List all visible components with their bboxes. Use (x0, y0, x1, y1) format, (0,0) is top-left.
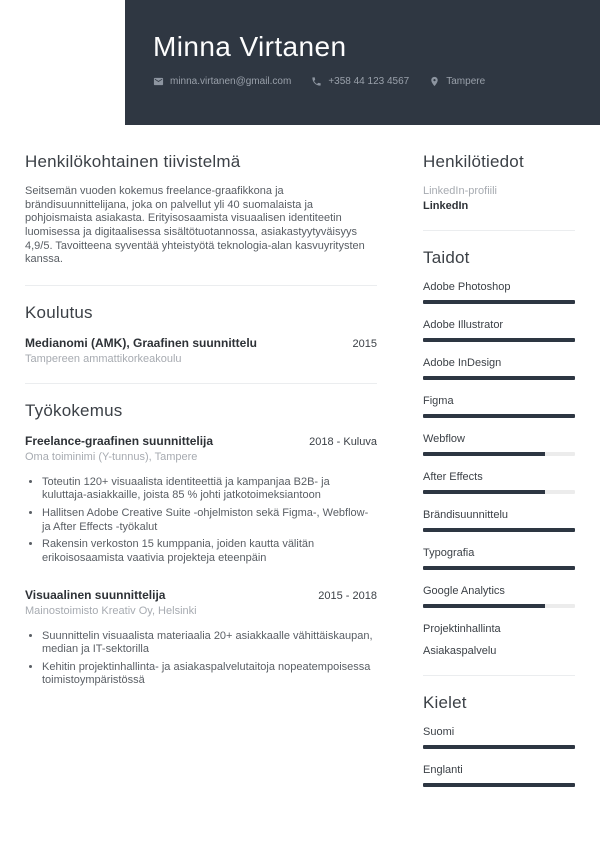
contact-phone-text: +358 44 123 4567 (328, 75, 410, 87)
experience-entry-head (25, 588, 377, 602)
skill-bar (423, 528, 575, 532)
skill-bar-fill (423, 528, 575, 532)
location-icon (429, 76, 440, 87)
skill-item (423, 547, 575, 570)
skill-name: Adobe Illustrator (423, 319, 504, 331)
education-school: Tampereen ammattikorkeakoulu (25, 352, 182, 365)
contact-phone[interactable] (311, 76, 409, 87)
language-bar-fill (423, 745, 575, 749)
section-education (25, 303, 377, 365)
education-entry (25, 336, 377, 365)
languages-title: Kielet (423, 693, 467, 712)
left-column (25, 152, 377, 802)
section-skills (423, 248, 575, 657)
language-bar (423, 745, 575, 749)
summary-title: Henkilökohtainen tiivistelmä (25, 152, 241, 171)
experience-org: Mainostoimisto Kreativ Oy, Helsinki (25, 604, 197, 617)
experience-bullet: • Hallitsen Adobe Creative Suite -ohjelmiston sekä Figma-, Webflow- ja After Effects -työkalut (42, 507, 377, 534)
email-icon (153, 76, 164, 87)
skill-name: Typografia (423, 547, 475, 559)
skill-item (423, 645, 575, 657)
linkedin-link[interactable]: LinkedIn (423, 200, 469, 212)
experience-bullet: • Kehitin projektinhallinta- ja asiakaspalvelutaitoja nopeatempoisessa toimistoympäristössä (42, 661, 377, 688)
divider (25, 285, 377, 286)
skill-name: Brändisuunnittelu (423, 509, 509, 521)
education-degree: Medianomi (AMK), Graafinen suunnittelu (25, 335, 258, 350)
skill-bar (423, 490, 575, 494)
skill-item (423, 357, 575, 380)
skill-bar-fill (423, 338, 575, 342)
skills-title: Taidot (423, 248, 470, 267)
skill-bar-fill (423, 300, 575, 304)
section-languages (423, 693, 575, 787)
skill-name: Adobe Photoshop (423, 281, 511, 293)
skill-bar (423, 452, 575, 456)
contact-email-text: minna.virtanen@gmail.com (170, 75, 292, 87)
experience-org: Oma toiminimi (Y-tunnus), Tampere (25, 450, 198, 463)
skill-item (423, 585, 575, 608)
section-experience (25, 401, 377, 688)
experience-entry (25, 434, 377, 566)
right-column (423, 152, 575, 802)
divider (423, 230, 575, 231)
contact-email[interactable] (153, 76, 291, 87)
skill-bar-fill (423, 566, 575, 570)
header-banner (125, 0, 600, 125)
skill-name: Google Analytics (423, 585, 505, 597)
education-date: 2015 (352, 337, 377, 350)
skill-item (423, 281, 575, 304)
skill-bar (423, 376, 575, 380)
skill-item (423, 395, 575, 418)
skill-name: After Effects (423, 471, 483, 483)
section-summary (25, 152, 377, 267)
language-bar-fill (423, 783, 575, 787)
divider (25, 383, 377, 384)
experience-entry (25, 588, 377, 689)
education-title: Koulutus (25, 302, 93, 322)
summary-text: Seitsemän vuoden kokemus freelance-graafikkona ja brändisuunnittelijana, joka on palvellut yli 40 suomalaista ja pohjoismaista asiakasta. Erityisosaamista visuaalisen identiteetin luomisessa ja digitaalisessa sisältötuotannossa, asiakastyytyväisyys 4,9/5. Tavoitteena syventää yhteistyötä teknologia-alan kasvuyritysten kanssa. (25, 185, 365, 266)
language-bar (423, 783, 575, 787)
contact-location (429, 76, 485, 87)
experience-role: Visuaalinen suunnittelija (25, 587, 166, 602)
experience-entry-head (25, 434, 377, 448)
skill-item (423, 471, 575, 494)
experience-bullets (25, 476, 377, 566)
skill-bar (423, 338, 575, 342)
skill-bar-fill (423, 414, 575, 418)
language-item (423, 726, 575, 749)
skill-bar-fill (423, 452, 545, 456)
language-item (423, 764, 575, 787)
experience-date: 2015 - 2018 (318, 589, 377, 602)
experience-bullet: • Toteutin 120+ visuaalista identiteettiä ja kampanjaa B2B- ja kuluttaja-asiakkaille, joista 85 % johti jatkotoimeksiantoon (42, 476, 377, 503)
skill-bar-fill (423, 376, 575, 380)
section-personal (423, 152, 575, 212)
experience-title: Työkokemus (25, 400, 123, 420)
skill-bar (423, 566, 575, 570)
experience-bullet: • Rakensin verkoston 15 kumppania, joiden kautta välitän erikoisosaamista vaativia projekteja eteenpäin (42, 538, 377, 565)
contact-location-text: Tampere (446, 75, 486, 87)
language-name: Englanti (423, 764, 463, 776)
personal-title: Henkilötiedot (423, 152, 524, 171)
candidate-name: Minna Virtanen (153, 31, 347, 62)
skill-name: Webflow (423, 433, 465, 445)
experience-bullet: • Suunnittelin visuaalista materiaalia 20+ asiakkaalle vähittäiskaupan, median ja IT-sektorilla (42, 630, 377, 657)
skill-bar (423, 414, 575, 418)
skill-item (423, 433, 575, 456)
experience-date: 2018 - Kuluva (309, 435, 377, 448)
skill-bar (423, 300, 575, 304)
skill-bar-fill (423, 490, 545, 494)
divider (423, 675, 575, 676)
experience-bullets (25, 630, 377, 689)
skill-name: Adobe InDesign (423, 357, 502, 369)
skill-name: Figma (423, 395, 454, 407)
skill-item (423, 623, 575, 635)
education-entry-head (25, 336, 377, 350)
phone-icon (311, 76, 322, 87)
contact-row (153, 76, 600, 87)
skill-bar-fill (423, 604, 545, 608)
skill-item (423, 509, 575, 532)
skill-bar (423, 604, 575, 608)
main-content (0, 125, 600, 802)
language-name: Suomi (423, 726, 455, 738)
skill-name: Projektinhallinta (423, 623, 501, 635)
skill-item (423, 319, 575, 342)
skill-name: Asiakaspalvelu (423, 645, 497, 657)
linkedin-label: LinkedIn-profiili (423, 185, 497, 197)
experience-role: Freelance-graafinen suunnittelija (25, 433, 214, 448)
